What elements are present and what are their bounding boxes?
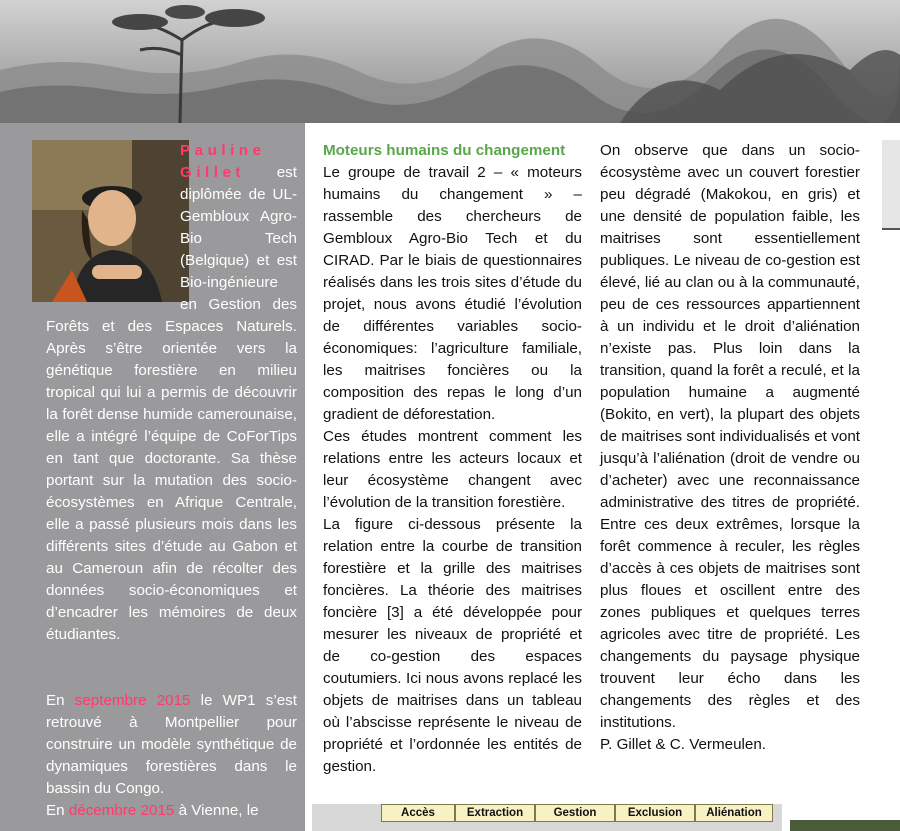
article-column-2	[600, 140, 860, 756]
news-date: décembre 2015	[68, 802, 175, 819]
article-column-1	[323, 140, 582, 778]
table-header-alienation: Aliénation	[695, 804, 773, 822]
news-date: septembre 2015	[74, 692, 191, 709]
news-text: à Vienne, le	[178, 802, 259, 819]
news-item	[46, 800, 297, 822]
news-item	[46, 690, 297, 800]
cropped-figure-edge	[882, 140, 900, 230]
table-header-exclusion: Exclusion	[615, 804, 695, 822]
photo-wrap-spacer	[32, 140, 180, 305]
spacer	[46, 646, 297, 690]
table-header-extraction: Extraction	[455, 804, 535, 822]
author-name: Pauline Gillet	[180, 142, 266, 181]
news-text: le WP1 s’est retrouvé à Montpellier pour construire un modèle synthétique de dynamiques forestières dans le bassin du Congo.	[46, 692, 297, 797]
article-paragraph: On observe que dans un socio-écosystème avec un couvert forestier peu dégradé (Makokou, en gris) et une densité de population faible, les maitrises sont essentiellement publiques. Le niveau de co-gestion est élevé, lié au clan ou à la communauté, peu de ces ressources appartiennent à un individu et le droit d’aliénation n’existe pas. Plus loin dans la transition, quand la forêt a reculé, et la population humaine a augmenté (Bokito, en vert), la plupart des objets de maitrises sont individualisés et vont jusqu’à l’aliénation (droit de vendre ou d’acheter) avec une reconnaissance administrative des titres de propriété. Entre ces deux extrêmes, lorsque la forêt commence à reculer, les règles d’accès à ces objets de maitrises sont plus floues et oscillent entre des zones publiques et quelques terres agricoles avec titre de propriété. Les changements du paysage physique trouvent leur écho dans les changements des règles et des institutions.	[600, 142, 860, 731]
article-paragraph: Ces études montrent comment les relations entre les acteurs locaux et leur écosystème changent avec l’évolution de la transition forestière.	[323, 428, 582, 511]
news-prefix: En	[46, 692, 65, 709]
tenure-table-figure	[312, 804, 782, 831]
news-prefix: En	[46, 802, 65, 819]
landscape-thumbnail	[790, 820, 900, 831]
article-paragraph: La figure ci-dessous présente la relation entre la courbe de transition forestière et la grille des maitrises foncières. La théorie des maitrises foncière [3] a été développée pour mesurer les niveaux de propriété et de co-gestion des espaces coutumiers. Ici nous avons replacé les objets de maitrises dans un tableau où l’abscisse représente le niveau de propriété et l’ordonnée les entités de gestion.	[323, 516, 582, 775]
table-header-acces: Accès	[381, 804, 455, 822]
author-bio	[46, 140, 297, 822]
section-heading: Moteurs humains du changement	[323, 142, 566, 159]
article-paragraph: Le groupe de travail 2 – « moteurs humains du changement » – rassemble des chercheurs de Gembloux Agro-Bio Tech et du CIRAD. Par le biais de questionnaires réalisés dans les trois sites d’étude du projet, nous avons étudié l’évolution de différentes variables socio-économiques: l’agriculture familiale, les maitrises foncières ou la composition des repas le long d’un gradient de déforestation.	[323, 164, 582, 423]
forest-banner-image	[0, 0, 900, 123]
table-header-row	[381, 804, 773, 822]
author-intro: est diplômée de UL-Gembloux Agro-Bio Tech (Belgique) et est Bio-ingénieure en Gestion des Forêts et des Espaces Naturels. Après s’être orientée vers la génétique forestière en milieu tropical qui lui a permis de découvrir la forêt dense humide camerounaise, elle a intégré l’équipe de CoForTips en tant que doctorante. Sa thèse portant sur la mutation des socio-écosystèmes en Afrique Centrale, elle a passé plusieurs mois dans les différents sites d’étude au Gabon et au Cameroun afin de récolter des données socio-économiques et d’encadrer les mémoires de deux étudiantes.	[46, 164, 297, 643]
table-header-gestion: Gestion	[535, 804, 615, 822]
article-signature: P. Gillet & C. Vermeulen.	[600, 736, 767, 753]
